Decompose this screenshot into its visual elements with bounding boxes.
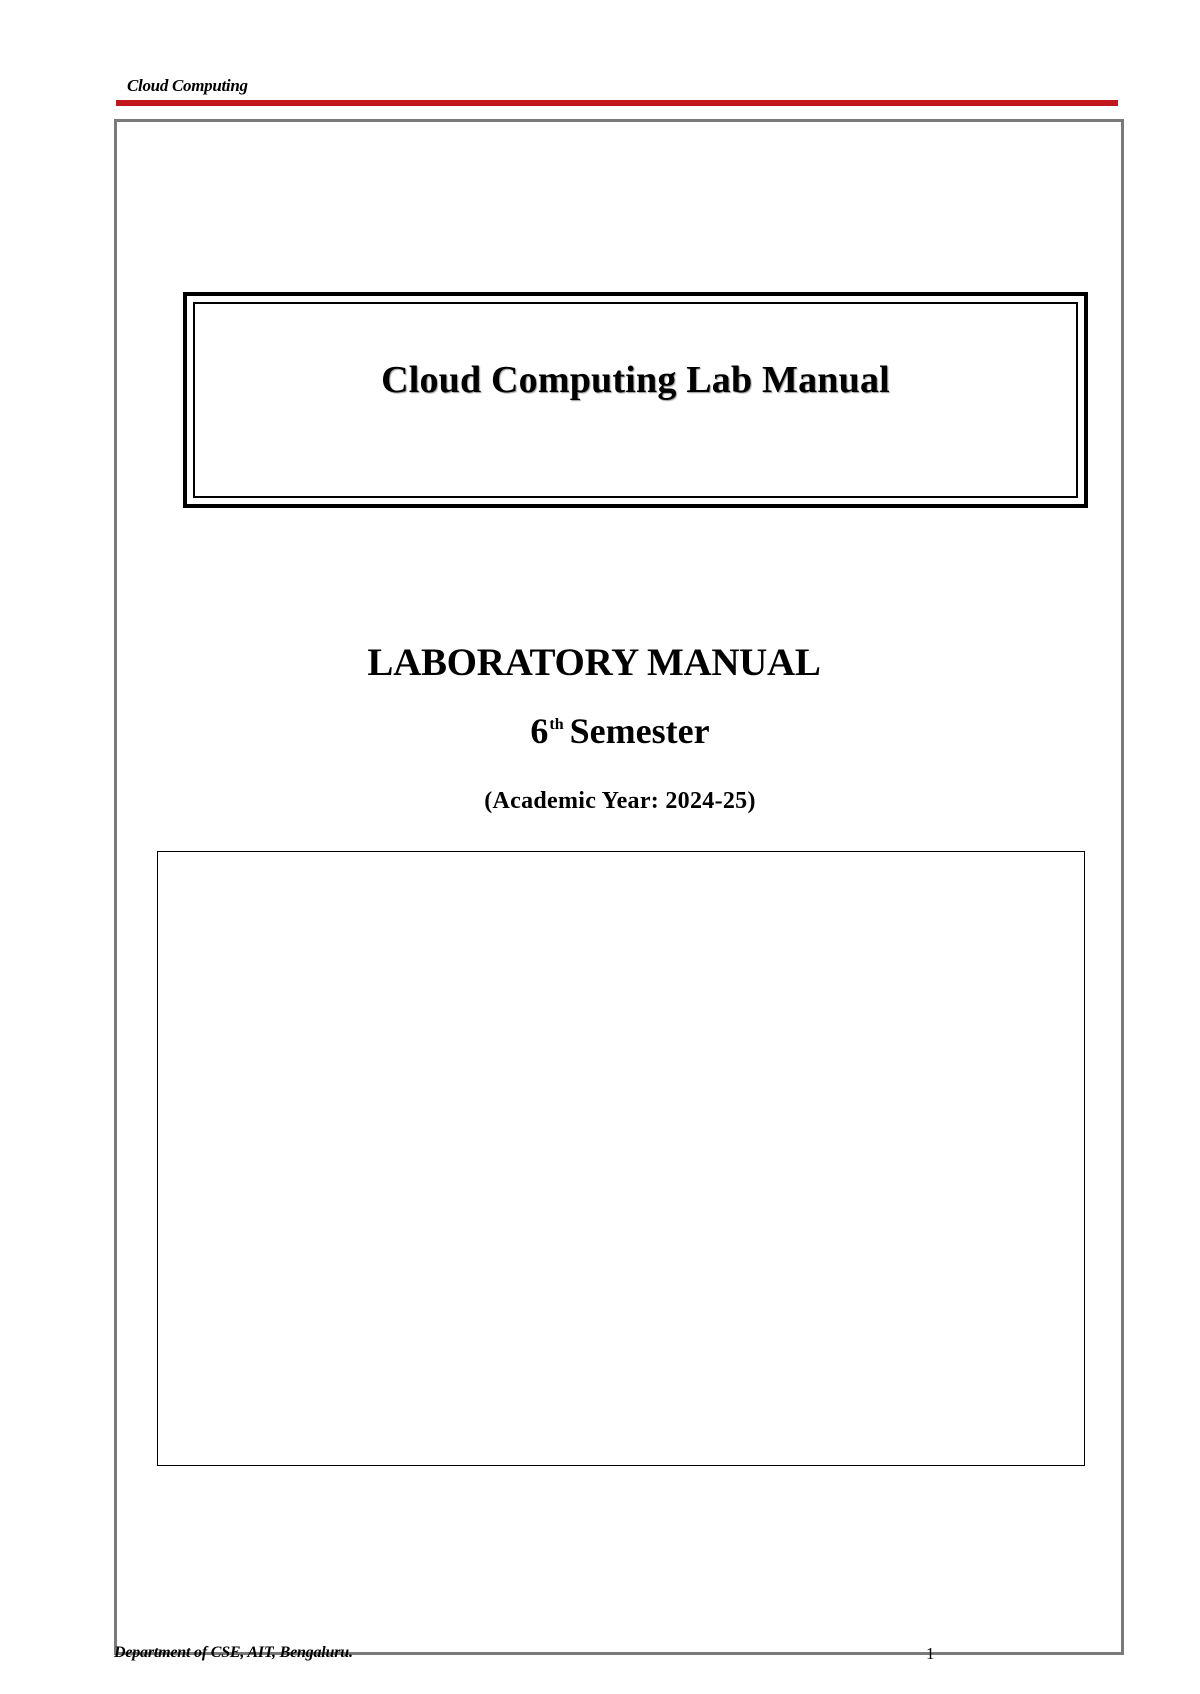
footer-department: Department of CSE, AIT, Bengaluru. xyxy=(114,1644,353,1661)
header-rule xyxy=(116,100,1118,106)
running-header: Cloud Computing xyxy=(127,76,248,95)
laboratory-manual-heading: LABORATORY MANUAL xyxy=(367,641,821,684)
manual-title: Cloud Computing Lab Manual xyxy=(381,359,890,401)
title-box xyxy=(183,292,1088,508)
semester-line xyxy=(0,710,1200,752)
academic-year: (Academic Year: 2024-25) xyxy=(484,788,756,814)
semester-number: 6 xyxy=(530,711,549,751)
semester-word: Semester xyxy=(569,711,710,751)
image-placeholder-box xyxy=(157,851,1085,1466)
semester-ordinal-suffix: th xyxy=(549,716,564,733)
page-number: 1 xyxy=(926,1644,935,1663)
